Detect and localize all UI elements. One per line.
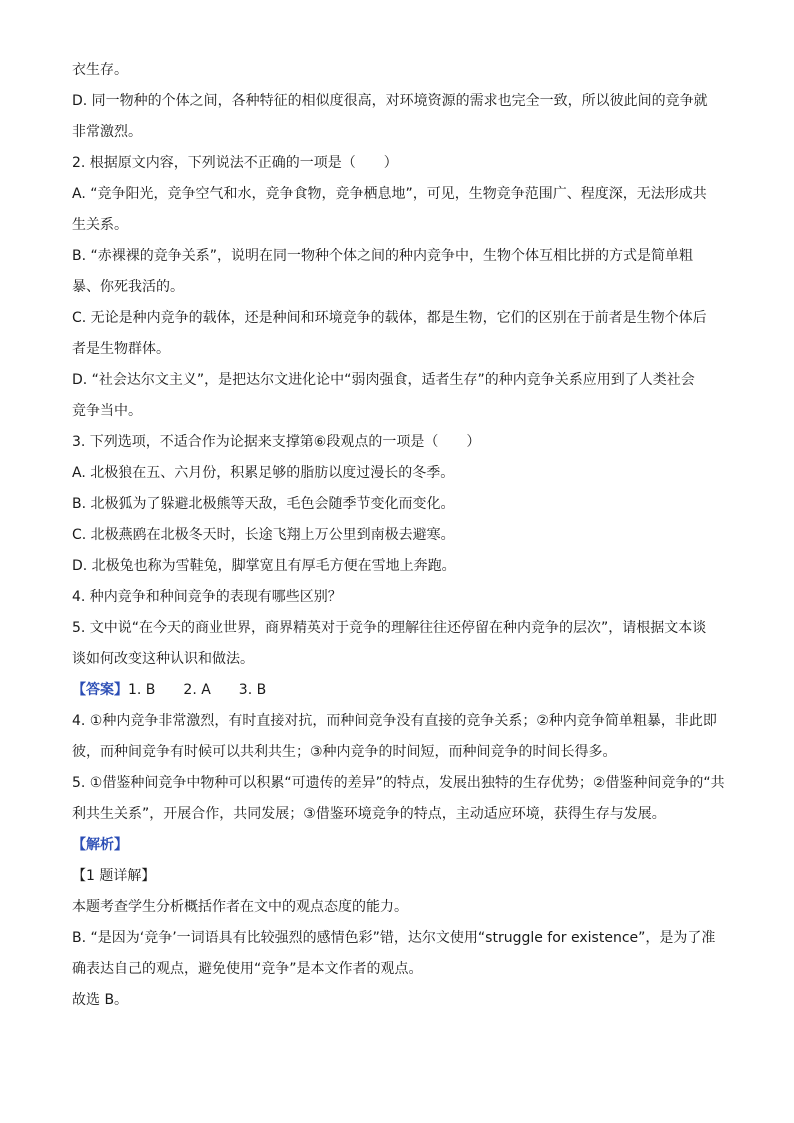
text-line: 竞争当中。 <box>72 403 142 419</box>
text-line: 谈如何改变这种认识和做法。 <box>72 651 254 667</box>
document-page <box>72 60 732 1021</box>
detail-heading: 【1 题详解】 <box>72 868 156 884</box>
option-c-line: C. 北极燕鸥在北极冬天时，长途飞翔上万公里到南极去避寒。 <box>72 527 455 543</box>
question-5-title: 5. 文中说“在今天的商业世界，商界精英对于竞争的理解往往还停留在种内竞争的层次”，请根据文本谈 <box>72 620 707 636</box>
analysis-line <box>72 835 732 855</box>
conclusion-line: 故选 B。 <box>72 992 129 1008</box>
text-line: 者是生物群体。 <box>72 341 170 357</box>
text-line: 衣生存。 <box>72 62 128 78</box>
option-b-line: B. “赤裸裸的竞争关系”，说明在同一物种个体之间的种内竞争中，生物个体互相比拼的方式是简单粗 <box>72 248 694 264</box>
text-line: 暴、你死我活的。 <box>72 279 184 295</box>
option-b-line: B. 北极狐为了躲避北极熊等天敌，毛色会随季节变化而变化。 <box>72 496 455 512</box>
text-line: 生关系。 <box>72 217 128 233</box>
option-c-line: C. 无论是种内竞争的载体，还是种间和环境竞争的载体，都是生物，它们的区别在于前者是生物个体后 <box>72 310 707 326</box>
question-2-title: 2. 根据原文内容，下列说法不正确的一项是（ ） <box>72 155 398 171</box>
text-line: 确表达自己的观点，避免使用“竞争”是本文作者的观点。 <box>72 961 423 977</box>
option-a-line: A. “竞争阳光，竞争空气和水，竞争食物，竞争栖息地”，可见，生物竞争范围广、程度深，无法形成共 <box>72 186 707 202</box>
answer-values: 1. B 2. A 3. B <box>128 682 267 698</box>
text-line: 非常激烈。 <box>72 124 142 140</box>
text-line: B. “是因为‘竞争’一词语具有比较强烈的感情色彩”错，达尔文使用“struggle for existence”，是为了准 <box>72 930 716 946</box>
text-line: 利共生关系”，开展合作，共同发展；③借鉴环境竞争的特点，主动适应环境，获得生存与发展。 <box>72 806 666 822</box>
analysis-tag: 【解析】 <box>72 837 128 853</box>
question-3-title: 3. 下列选项，不适合作为论据来支撑第⑥段观点的一项是（ ） <box>72 434 481 450</box>
answer-4-line: 4. ①种内竞争非常激烈，有时直接对抗，而种间竞争没有直接的竞争关系；②种内竞争简单粗暴，非此即 <box>72 713 717 729</box>
option-d-line: D. “社会达尔文主义”，是把达尔文进化论中“弱肉强食，适者生存”的种内竞争关系应用到了人类社会 <box>72 372 695 388</box>
option-d-line: D. 北极兔也称为雪鞋兔，脚掌宽且有厚毛方便在雪地上奔跑。 <box>72 558 456 574</box>
answer-tag: 【答案】 <box>72 682 128 698</box>
text-line: 本题考查学生分析概括作者在文中的观点态度的能力。 <box>72 899 408 915</box>
question-4-title: 4. 种内竞争和种间竞争的表现有哪些区别？ <box>72 589 342 605</box>
option-a-line: A. 北极狼在五、六月份，积累足够的脂肪以度过漫长的冬季。 <box>72 465 455 481</box>
text-line: 彼，而种间竞争有时候可以共利共生；③种内竞争的时间短，而种间竞争的时间长得多。 <box>72 744 617 760</box>
answer-5-line: 5. ①借鉴种间竞争中物种可以积累“可遗传的差异”的特点，发展出独特的生存优势；②借鉴种间竞争的“共 <box>72 775 725 791</box>
answer-line <box>72 680 732 700</box>
option-d-line: D. 同一物种的个体之间，各种特征的相似度很高，对环境资源的需求也完全一致，所以彼此间的竞争就 <box>72 93 708 109</box>
